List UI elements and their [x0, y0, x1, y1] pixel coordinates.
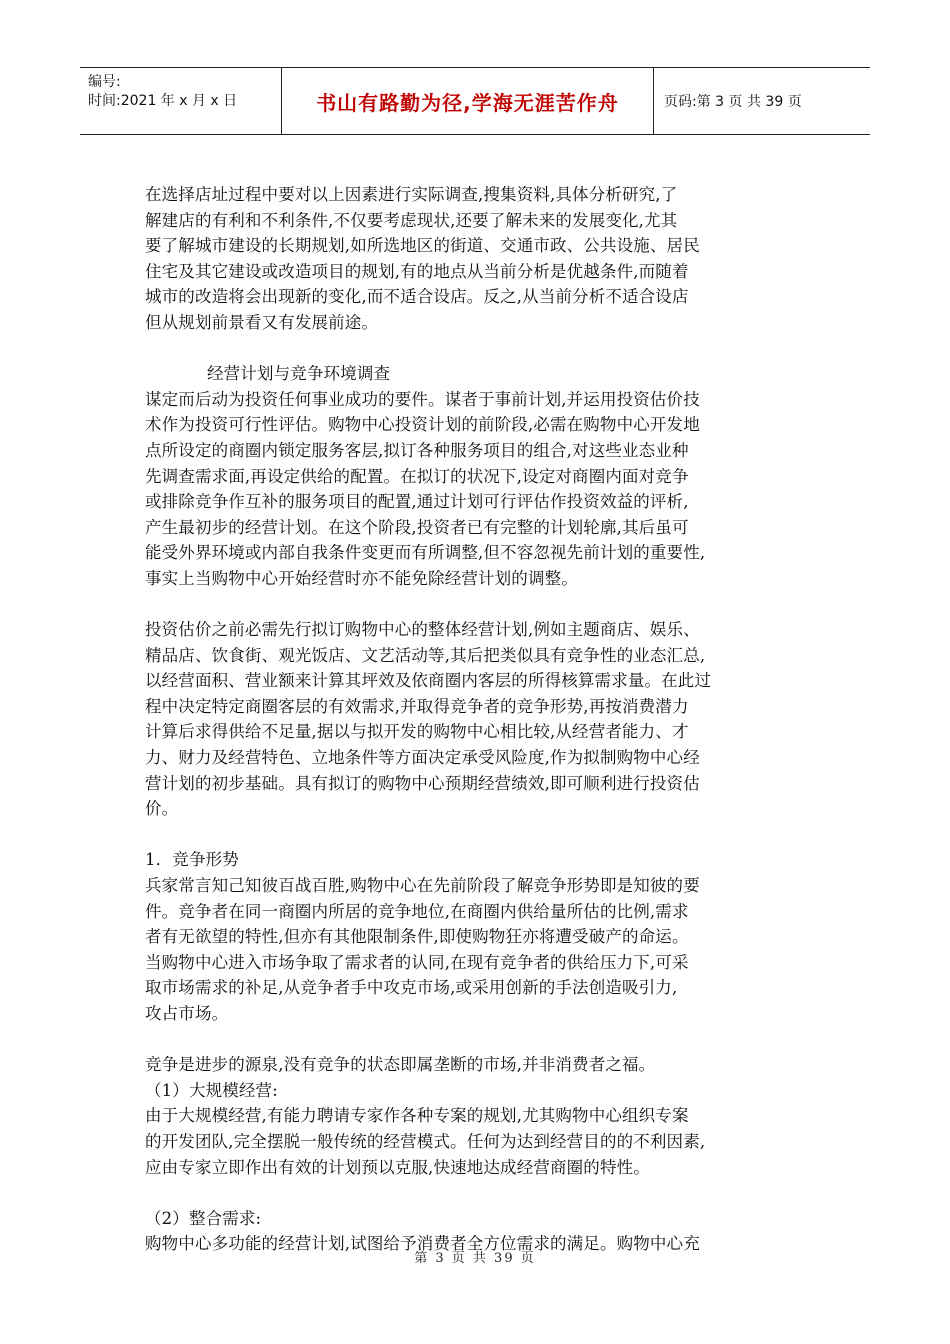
text-line: 程中决定特定商圈客层的有效需求,并取得竞争者的竞争形势,再按消费潜力 [145, 696, 689, 716]
text-line: 但从规划前景看又有发展前途。 [145, 312, 379, 332]
text-line: 先调查需求面,再设定供给的配置。在拟订的状况下,设定对商圈内面对竞争 [145, 466, 689, 486]
text-line: 或排除竞争作互补的服务项目的配置,通过计划可行评估作投资效益的评析, [145, 492, 689, 512]
section-heading: （2）整合需求: [145, 1208, 262, 1228]
text-line: 购物中心多功能的经营计划,试图给予消费者全方位需求的满足。购物中心充 [145, 1234, 700, 1254]
text-line: 营计划的初步基础。具有拟订的购物中心预期经营绩效,即可顺利进行投资估 [145, 773, 700, 793]
section-heading: 1．竞争形势 [145, 850, 239, 870]
text-line: 的开发团队,完全摆脱一般传统的经营模式。任何为达到经营目的的不利因素, [145, 1131, 706, 1151]
page-header [80, 67, 870, 135]
text-line: 计算后求得供给不足量,据以与拟开发的购物中心相比较,从经营者能力、才 [145, 722, 689, 742]
footer-page-number: 第 3 页 共 39 页 [414, 1251, 536, 1266]
paragraph-6 [145, 1103, 830, 1180]
paragraph-3 [145, 617, 830, 822]
text-line: 点所设定的商圈内锁定服务客层,拟订各种服务项目的组合,对这些业态业种 [145, 440, 689, 460]
text-line: 以经营面积、营业额来计算其坪效及依商圈内客层的所得核算需求量。在此过 [145, 671, 712, 691]
text-line: 产生最初步的经营计划。在这个阶段,投资者已有完整的计划轮廓,其后虽可 [145, 517, 689, 537]
section-heading: 经营计划与竞争环境调查 [207, 364, 391, 384]
text-line: 力、财力及经营特色、立地条件等方面决定承受风险度,作为拟制购物中心经 [145, 748, 700, 768]
text-line: 解建店的有利和不利条件,不仅要考虑现状,还要了解未来的发展变化,尤其 [145, 210, 678, 230]
motto: 书山有路勤为径,学海无涯苦作舟 [316, 90, 619, 115]
page-footer [0, 1247, 950, 1266]
paragraph-2 [145, 387, 830, 592]
text-line: 攻占市场。 [145, 1004, 229, 1023]
page-info: 页码:第 3 页 共 39 页 [664, 94, 802, 110]
text-line: 谋定而后动为投资任何事业成功的要件。谋者于事前计划,并运用投资估价技 [145, 389, 700, 409]
header-right-cell [654, 68, 870, 134]
text-line: 在选择店址过程中要对以上因素进行实际调查,搜集资料,具体分析研究,了 [145, 185, 678, 204]
text-line: 精品店、饮食街、观光饭店、文艺活动等,其后把类似具有竞争性的业态汇总, [145, 645, 706, 665]
text-line: 要了解城市建设的长期规划,如所选地区的街道、交通市政、公共设施、居民 [145, 236, 700, 256]
document-body [145, 182, 830, 1257]
text-line: 者有无欲望的特性,但亦有其他限制条件,即使购物狂亦将遭受破产的命运。 [145, 927, 689, 947]
text-line: 投资估价之前必需先行拟订购物中心的整体经营计划,例如主题商店、娱乐、 [145, 620, 700, 640]
text-line: 由于大规模经营,有能力聘请专家作各种专案的规划,尤其购物中心组织专案 [145, 1106, 689, 1126]
text-line: 术作为投资可行性评估。购物中心投资计划的前阶段,必需在购物中心开发地 [145, 415, 700, 435]
paragraph-5 [145, 1052, 830, 1078]
text-line: 住宅及其它建设或改造项目的规划,有的地点从当前分析是优越条件,而随着 [145, 261, 689, 281]
paragraph-1 [145, 182, 830, 336]
text-line: 取市场需求的补足,从竞争者手中攻克市场,或采用创新的手法创造吸引力, [145, 978, 678, 998]
text-line: 价。 [145, 799, 179, 819]
header-motto-cell [282, 68, 654, 134]
text-line: 应由专家立即作出有效的计划预以克服,快速地达成经营商圈的特性。 [145, 1157, 650, 1177]
header-left-cell [80, 68, 282, 134]
time-label: 时间:2021 年 x 月 x 日 [88, 93, 238, 109]
text-line: 当购物中心进入市场争取了需求者的认同,在现有竞争者的供给压力下,可采 [145, 952, 689, 972]
text-line: 竞争是进步的源泉,没有竞争的状态即属垄断的市场,并非消费者之福。 [145, 1055, 656, 1075]
text-line: 能受外界环境或内部自我条件变更而有所调整,但不容忽视先前计划的重要性, [145, 543, 706, 563]
text-line: 兵家常言知己知彼百战百胜,购物中心在先前阶段了解竞争形势即是知彼的要 [145, 876, 700, 896]
section-heading: （1）大规模经营: [145, 1080, 278, 1100]
text-line: 城市的改造将会出现新的变化,而不适合设店。反之,从当前分析不适合设店 [145, 287, 689, 307]
text-line: 件。竞争者在同一商圈内所居的竞争地位,在商圈内供给量所估的比例,需求 [145, 901, 689, 921]
text-line: 事实上当购物中心开始经营时亦不能免除经营计划的调整。 [145, 568, 578, 588]
number-label: 编号: [88, 74, 121, 90]
paragraph-4 [145, 873, 830, 1027]
